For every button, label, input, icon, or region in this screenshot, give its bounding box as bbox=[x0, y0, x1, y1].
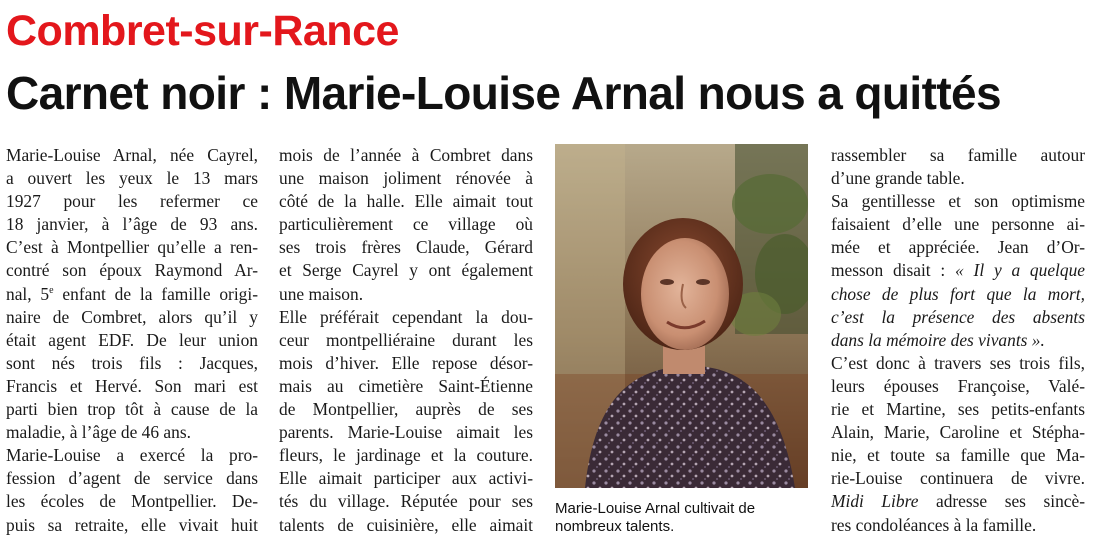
text-line: parents. Marie-Louise aimait les bbox=[279, 422, 533, 443]
text-line: mée et appréciée. Jean d’Or- bbox=[831, 237, 1085, 258]
text-line: mois d’hiver. Elle repose désor- bbox=[279, 352, 533, 373]
newspaper-name: Midi Libre bbox=[831, 491, 919, 512]
text-line: faisaient d’elle une personne ai- bbox=[831, 214, 1085, 235]
quote-line: c’est la présence des absents bbox=[831, 306, 1085, 327]
article-kicker: Combret-sur-Rance bbox=[6, 7, 399, 55]
photo-caption: Marie-Louise Arnal cultivait de nombreux talents. bbox=[555, 500, 756, 535]
text-line bbox=[831, 490, 1085, 513]
text-line: et Serge Cayrel y ont également bbox=[279, 260, 533, 281]
superscript: e bbox=[49, 284, 54, 296]
article-column-1 bbox=[6, 144, 258, 537]
text-line: Marie-Louise a exercé la pro- bbox=[6, 445, 258, 466]
article-headline: Carnet noir : Marie-Louise Arnal nous a quittés bbox=[6, 67, 1002, 119]
text-line: sont nés trois fils : Jacques, bbox=[6, 352, 258, 373]
portrait-photo bbox=[555, 144, 808, 488]
text-line: rassembler sa famille autour bbox=[831, 145, 1085, 165]
text-line: contré son époux Raymond Ar- bbox=[6, 260, 258, 281]
text-line: Marie-Louise Arnal, née Cayrel, bbox=[6, 145, 258, 165]
text-line bbox=[6, 283, 258, 306]
text-line: ses trois frères Claude, Gérard bbox=[279, 237, 533, 258]
quote-line: chose de plus fort que la mort, bbox=[831, 283, 1085, 304]
text-line: rie et Martine, ses petits-enfants bbox=[831, 399, 1085, 420]
text-line bbox=[831, 259, 1085, 282]
text-line: naire de Combret, alors qu’il y bbox=[6, 306, 258, 327]
text-line: Francis et Hervé. Son mari est bbox=[6, 375, 258, 396]
text-line: maladie, à l’âge de 46 ans. bbox=[6, 422, 191, 443]
text-line: une maison. bbox=[279, 283, 364, 304]
text-line: 1927 pour les refermer ce bbox=[6, 191, 258, 212]
text-line: de Montpellier, auprès de ses bbox=[279, 399, 533, 420]
text-line: Alain, Marie, Caroline et Stépha- bbox=[831, 422, 1085, 443]
text-line: était agent EDF. De leur union bbox=[6, 329, 258, 350]
portrait-illustration bbox=[555, 144, 808, 488]
text-line: C’est donc à travers ses trois fils, bbox=[831, 352, 1085, 373]
text-line: nie, et toute sa famille que Ma- bbox=[831, 445, 1085, 466]
text-line: 18 janvier, à l’âge de 93 ans. bbox=[6, 214, 258, 235]
text-line: Elle préférait cependant la dou- bbox=[279, 306, 533, 327]
text-line: ceur montpelliéraine durant les bbox=[279, 329, 533, 350]
article-column-3 bbox=[831, 144, 1085, 537]
text-line: tés du village. Réputée pour ses bbox=[279, 491, 533, 512]
quote-line: dans la mémoire des vivants ». bbox=[831, 329, 1045, 350]
text-line: rie-Louise continuera de vivre. bbox=[831, 468, 1085, 489]
text-run: enfant de la famille origi- bbox=[53, 283, 258, 304]
text-run: nal, 5 bbox=[6, 283, 50, 304]
text-line: Sa gentillesse et son optimisme bbox=[831, 191, 1085, 212]
quote-text: « Il y a quelque bbox=[955, 260, 1085, 281]
text-line: Elle aimait participer aux activi- bbox=[279, 468, 533, 489]
text-line: fleurs, le jardinage et la couture. bbox=[279, 445, 533, 466]
text-line: particulièrement ce village où bbox=[279, 214, 533, 235]
text-line: leurs épouses Françoise, Valé- bbox=[831, 375, 1085, 396]
text-line: talents de cuisinière, elle aimait bbox=[279, 514, 533, 535]
text-line: parti bien trop tôt à cause de la bbox=[6, 399, 258, 420]
article-column-2 bbox=[279, 144, 533, 537]
text-line: puis sa retraite, elle vivait huit bbox=[6, 514, 258, 535]
text-line: C’est à Montpellier qu’elle a ren- bbox=[6, 237, 258, 258]
text-line: côté de la halle. Elle aimait tout bbox=[279, 191, 533, 212]
text-line: mais au cimetière Saint-Étienne bbox=[279, 375, 533, 396]
text-line: a ouvert les yeux le 13 mars bbox=[6, 168, 258, 189]
text-line: une maison joliment rénovée à bbox=[279, 168, 533, 189]
text-line: fession d’agent de service dans bbox=[6, 468, 258, 489]
text-line: les écoles de Montpellier. De- bbox=[6, 491, 258, 512]
text-line: d’une grande table. bbox=[831, 168, 965, 189]
text-run: messon disait : bbox=[831, 260, 956, 281]
text-line: res condoléances à la famille. bbox=[831, 514, 1037, 535]
text-run: adresse ses sincè- bbox=[918, 491, 1085, 512]
text-line: mois de l’année à Combret dans bbox=[279, 145, 533, 165]
